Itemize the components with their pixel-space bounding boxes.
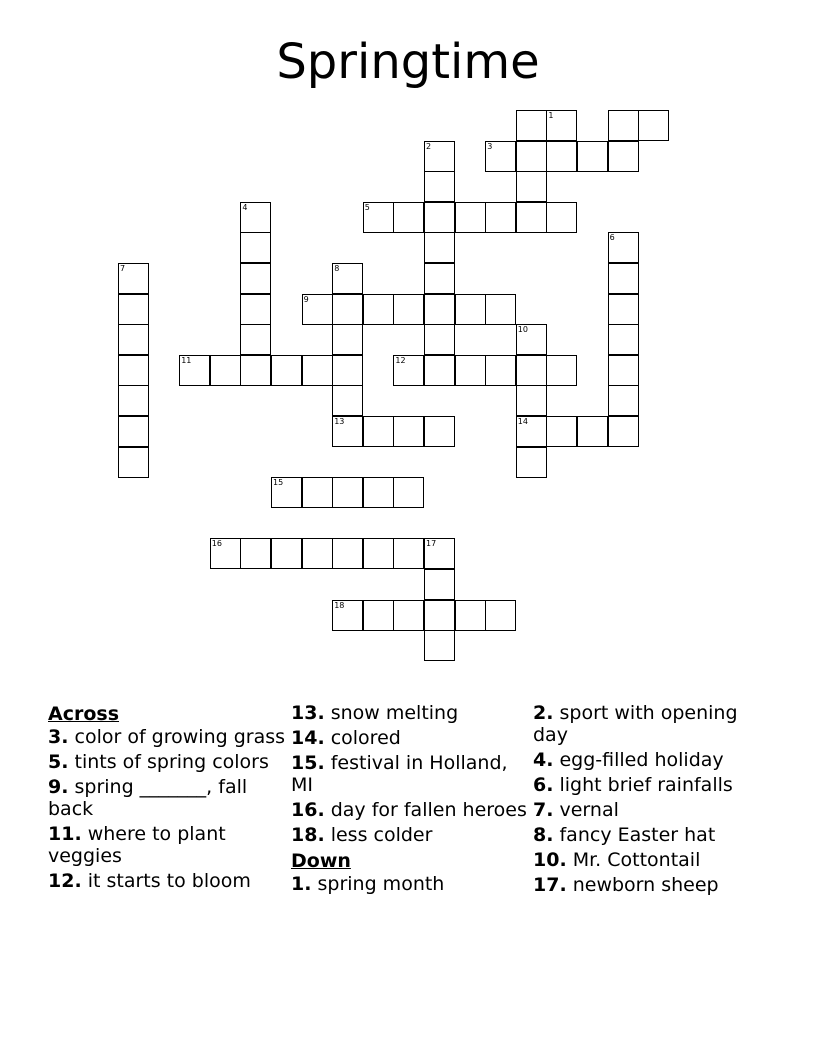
across-clue bbox=[48, 870, 288, 892]
grid-cell[interactable] bbox=[608, 263, 639, 294]
grid-cell[interactable] bbox=[363, 294, 394, 325]
clue-number-label: 9. bbox=[48, 776, 69, 798]
clue-number-label: 12. bbox=[48, 870, 82, 892]
grid-cell[interactable] bbox=[363, 477, 394, 508]
clue-number-label: 3. bbox=[48, 726, 69, 748]
grid-cell[interactable] bbox=[638, 110, 669, 141]
clue-number: 13 bbox=[334, 417, 345, 426]
grid-cell[interactable] bbox=[302, 355, 333, 386]
clue-text: day for fallen heroes bbox=[324, 799, 527, 821]
clue-number: 3 bbox=[487, 141, 493, 151]
grid-cell[interactable] bbox=[546, 110, 577, 141]
grid-cell[interactable] bbox=[485, 600, 516, 631]
grid-cell[interactable] bbox=[332, 263, 363, 294]
grid-cell[interactable] bbox=[332, 324, 363, 355]
across-clue bbox=[291, 752, 531, 796]
grid-cell[interactable] bbox=[332, 600, 363, 631]
grid-cell[interactable] bbox=[363, 600, 394, 631]
grid-cell[interactable] bbox=[485, 202, 516, 233]
clue-number: 2 bbox=[426, 141, 432, 151]
grid-cell[interactable] bbox=[516, 141, 547, 172]
clue-text: festival in Holland, MI bbox=[291, 752, 508, 796]
clue-number-label: 8. bbox=[533, 824, 554, 846]
clue-text: less colder bbox=[324, 824, 433, 846]
grid-cell[interactable] bbox=[240, 232, 271, 263]
clue-number-label: 2. bbox=[533, 702, 554, 724]
across-clue bbox=[291, 799, 531, 821]
grid-cell[interactable] bbox=[179, 355, 210, 386]
grid-cell[interactable] bbox=[332, 477, 363, 508]
grid-cell[interactable] bbox=[608, 416, 639, 447]
grid-cell[interactable] bbox=[271, 477, 302, 508]
clue-number: 16 bbox=[211, 539, 222, 549]
clue-number: 10 bbox=[517, 325, 528, 335]
grid-cell[interactable] bbox=[240, 294, 271, 325]
clue-number: 4 bbox=[242, 202, 248, 212]
grid-cell[interactable] bbox=[363, 538, 394, 569]
grid-cell[interactable] bbox=[424, 600, 455, 631]
across-clue bbox=[48, 726, 288, 748]
grid-cell[interactable] bbox=[332, 294, 363, 325]
grid-cell[interactable] bbox=[516, 324, 547, 355]
down-clue bbox=[533, 799, 773, 821]
clue-text: newborn sheep bbox=[566, 874, 719, 896]
clue-number-label: 4. bbox=[533, 749, 554, 771]
clue-text: Mr. Cottontail bbox=[566, 849, 701, 871]
grid-cell[interactable] bbox=[363, 202, 394, 233]
grid-cell[interactable] bbox=[393, 355, 424, 386]
clue-number: 7 bbox=[120, 264, 126, 273]
grid-cell[interactable] bbox=[516, 355, 547, 386]
clue-text: egg-filled holiday bbox=[553, 749, 724, 771]
down-clue bbox=[533, 774, 773, 796]
grid-cell[interactable] bbox=[210, 355, 241, 386]
grid-cell[interactable] bbox=[424, 171, 455, 202]
clue-number-label: 15. bbox=[291, 752, 325, 774]
grid-cell[interactable] bbox=[240, 355, 271, 386]
grid-cell[interactable] bbox=[240, 202, 271, 233]
grid-cell[interactable] bbox=[118, 447, 149, 478]
clue-number-label: 1. bbox=[291, 873, 312, 895]
clue-text: colored bbox=[324, 727, 401, 749]
down-clue bbox=[533, 849, 773, 871]
across-clue bbox=[291, 702, 531, 724]
grid-cell[interactable] bbox=[271, 538, 302, 569]
clue-text: sport with opening day bbox=[533, 702, 738, 746]
clue-text: it starts to bloom bbox=[81, 870, 251, 892]
clue-text: color of growing grass bbox=[68, 726, 286, 748]
grid-cell[interactable] bbox=[393, 416, 424, 447]
clue-text: where to plant veggies bbox=[48, 823, 226, 867]
grid-cell[interactable] bbox=[424, 324, 455, 355]
grid-cell[interactable] bbox=[332, 385, 363, 416]
puzzle-title: Springtime bbox=[276, 34, 540, 90]
grid-cell[interactable] bbox=[424, 202, 455, 233]
across-clue bbox=[291, 824, 531, 846]
grid-cell[interactable] bbox=[485, 141, 516, 172]
clue-number-label: 16. bbox=[291, 799, 325, 821]
across-heading: Across bbox=[48, 703, 120, 725]
grid-cell[interactable] bbox=[424, 416, 455, 447]
clue-number: 11 bbox=[181, 355, 192, 365]
grid-cell[interactable] bbox=[455, 355, 486, 386]
grid-cell[interactable] bbox=[455, 202, 486, 233]
across-clue bbox=[48, 751, 288, 773]
grid-cell[interactable] bbox=[516, 171, 547, 202]
clue-number: 18 bbox=[334, 600, 345, 610]
grid-cell[interactable] bbox=[118, 324, 149, 355]
grid-cell[interactable] bbox=[118, 416, 149, 447]
clue-text: tints of spring colors bbox=[68, 751, 269, 773]
across-clue bbox=[48, 776, 288, 820]
grid-cell[interactable] bbox=[210, 538, 241, 569]
clue-text: vernal bbox=[553, 799, 619, 821]
clue-number-label: 17. bbox=[533, 874, 567, 896]
clue-column-2 bbox=[291, 702, 531, 898]
grid-cell[interactable] bbox=[516, 202, 547, 233]
grid-cell[interactable] bbox=[546, 141, 577, 172]
grid-cell[interactable] bbox=[363, 416, 394, 447]
down-clue bbox=[533, 824, 773, 846]
grid-cell[interactable] bbox=[240, 263, 271, 294]
clue-number: 14 bbox=[517, 417, 528, 426]
grid-cell[interactable] bbox=[485, 294, 516, 325]
grid-cell[interactable] bbox=[608, 324, 639, 355]
grid-cell[interactable] bbox=[302, 477, 333, 508]
grid-cell[interactable] bbox=[332, 538, 363, 569]
clue-number: 1 bbox=[548, 111, 554, 120]
clue-number: 9 bbox=[303, 294, 309, 304]
grid-cell[interactable] bbox=[240, 538, 271, 569]
grid-cell[interactable] bbox=[332, 355, 363, 386]
down-clue bbox=[533, 749, 773, 771]
clue-number: 15 bbox=[273, 478, 284, 488]
grid-cell[interactable] bbox=[485, 355, 516, 386]
grid-cell[interactable] bbox=[516, 447, 547, 478]
clue-text: fancy Easter hat bbox=[553, 824, 716, 846]
clue-number: 6 bbox=[609, 233, 615, 243]
clue-number: 8 bbox=[334, 264, 340, 273]
grid-cell[interactable] bbox=[332, 416, 363, 447]
grid-cell[interactable] bbox=[424, 263, 455, 294]
grid-cell[interactable] bbox=[302, 294, 333, 325]
grid-cell[interactable] bbox=[424, 294, 455, 325]
grid-cell[interactable] bbox=[455, 294, 486, 325]
grid-cell[interactable] bbox=[424, 141, 455, 172]
down-heading: Down bbox=[291, 850, 351, 872]
clue-number-label: 10. bbox=[533, 849, 567, 871]
clue-number-label: 13. bbox=[291, 702, 325, 724]
clue-number-label: 14. bbox=[291, 727, 325, 749]
grid-cell[interactable] bbox=[608, 355, 639, 386]
grid-cell[interactable] bbox=[516, 110, 547, 141]
grid-cell[interactable] bbox=[516, 385, 547, 416]
grid-cell[interactable] bbox=[546, 416, 577, 447]
clue-number-label: 11. bbox=[48, 823, 82, 845]
grid-cell[interactable] bbox=[424, 355, 455, 386]
grid-cell[interactable] bbox=[302, 538, 333, 569]
grid-cell[interactable] bbox=[424, 232, 455, 263]
down-clue bbox=[533, 702, 773, 746]
grid-cell[interactable] bbox=[608, 385, 639, 416]
grid-cell[interactable] bbox=[608, 294, 639, 325]
grid-cell[interactable] bbox=[118, 385, 149, 416]
grid-cell[interactable] bbox=[608, 110, 639, 141]
grid-cell[interactable] bbox=[271, 355, 302, 386]
grid-cell[interactable] bbox=[424, 538, 455, 569]
grid-cell[interactable] bbox=[546, 355, 577, 386]
clue-text: snow melting bbox=[324, 702, 459, 724]
grid-cell[interactable] bbox=[118, 294, 149, 325]
across-clue bbox=[291, 727, 531, 749]
clue-number-label: 7. bbox=[533, 799, 554, 821]
clue-column-3 bbox=[533, 702, 773, 899]
grid-cell[interactable] bbox=[577, 416, 608, 447]
grid-cell[interactable] bbox=[393, 538, 424, 569]
grid-cell[interactable] bbox=[393, 294, 424, 325]
grid-cell[interactable] bbox=[455, 600, 486, 631]
grid-cell[interactable] bbox=[393, 477, 424, 508]
grid-cell[interactable] bbox=[424, 569, 455, 600]
grid-cell[interactable] bbox=[424, 630, 455, 661]
down-clue bbox=[291, 873, 531, 895]
clue-number: 17 bbox=[426, 539, 437, 549]
clue-number: 5 bbox=[364, 202, 370, 212]
down-clue bbox=[533, 874, 773, 896]
grid-cell[interactable] bbox=[118, 355, 149, 386]
clue-text: light brief rainfalls bbox=[553, 774, 733, 796]
clue-column-1 bbox=[48, 702, 288, 895]
grid-cell[interactable] bbox=[118, 263, 149, 294]
across-clue bbox=[48, 823, 288, 867]
clue-number-label: 6. bbox=[533, 774, 554, 796]
clue-text: spring month bbox=[311, 873, 445, 895]
grid-cell[interactable] bbox=[577, 141, 608, 172]
grid-cell[interactable] bbox=[393, 600, 424, 631]
grid-cell[interactable] bbox=[516, 416, 547, 447]
clue-number: 12 bbox=[395, 355, 406, 365]
grid-cell[interactable] bbox=[608, 232, 639, 263]
grid-cell[interactable] bbox=[240, 324, 271, 355]
grid-cell[interactable] bbox=[393, 202, 424, 233]
clue-number-label: 18. bbox=[291, 824, 325, 846]
grid-cell[interactable] bbox=[546, 202, 577, 233]
grid-cell[interactable] bbox=[608, 141, 639, 172]
clue-text: spring _______, fall back bbox=[48, 776, 248, 820]
clue-number-label: 5. bbox=[48, 751, 69, 773]
